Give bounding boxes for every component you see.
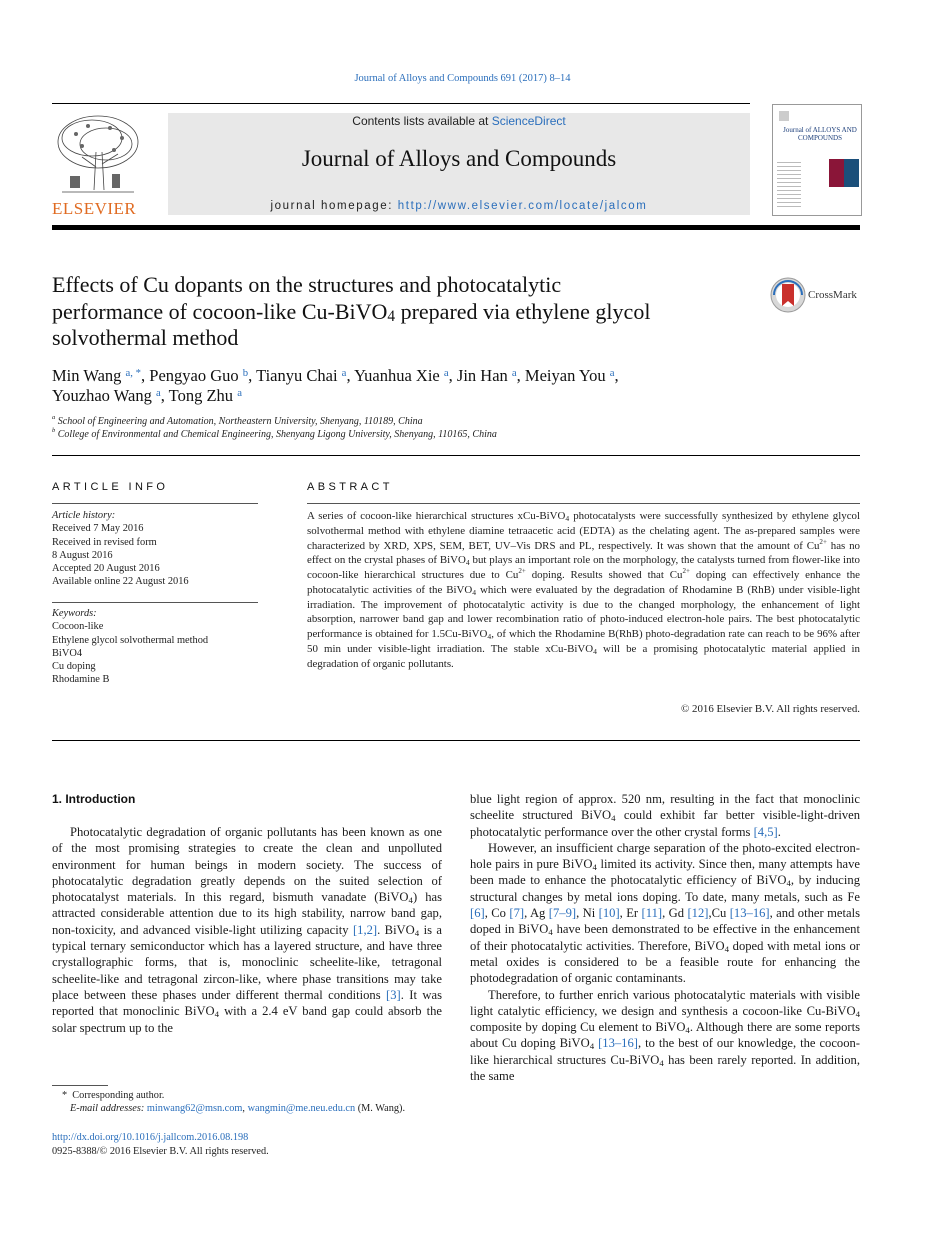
- abstract-copyright: © 2016 Elsevier B.V. All rights reserved.: [681, 703, 860, 715]
- author[interactable]: Yuanhua Xie: [354, 366, 440, 385]
- cover-title: Journal of ALLOYS AND COMPOUNDS: [783, 126, 857, 142]
- elsevier-wordmark: ELSEVIER: [52, 199, 137, 218]
- author-affiliation-mark[interactable]: a, *: [125, 367, 142, 379]
- article-info-rule: [52, 503, 258, 504]
- author[interactable]: Min Wang: [52, 366, 122, 385]
- keyword: Ethylene glycol solvothermal method: [52, 634, 209, 646]
- author-affiliation-mark[interactable]: a: [443, 367, 449, 379]
- affiliation-b: $^b$ College of Environmental and Chemical Engineering, Shenyang Ligong University, Shenyang, 110165, China: [52, 427, 497, 440]
- keyword: Cocoon-like: [52, 621, 104, 633]
- author[interactable]: Tong Zhu: [168, 386, 234, 405]
- author[interactable]: Youzhao Wang: [52, 386, 152, 405]
- journal-homepage: journal homepage: http://www.elsevier.com/locate/jalcom: [270, 200, 648, 212]
- crossmark-label[interactable]: CrossMark: [808, 289, 857, 301]
- intro-right-column: blue light region of approx. 520 nm, resulting in the fact that monoclinic scheelite structured BiVO$_4$ could exhibit far better visible-light-driven photocatalytic performance over the other crystal forms [4,5]. However, an insufficient charge separation of the photo-excited electron-hole pairs in pure BiVO$_4$ limited its activity. Since then, many attempts have been made to enhance the photocatalytic efficiency of BiVO$_4$, by inducing structural changes by metal ions doping. To date, many metals, such as Fe [6], Co [7], Ag [7–9], Ni [10], Er [11], Gd [12],Cu [13–16], and other metals doped in BiVO$_4$ have been demonstrated to be effective in the enhancement of their photocatalytic activities. Therefore, BiVO$_4$ doped with metal ions or metal oxides is considered to be a feasible route for enhancing the photodegradation of organic contaminants. Therefore, to further enrich various photocatalytic materials with visible light catalytic efficiency, we design and synthesis a cocoon-like Cu-BiVO$_4$ composite by doping Cu element to BiVO$_4$. Although there are some reports about Cu doping BiVO$_4$ [13–16], to the best of our knowledge, the cocoon-like hierarchical structures Cu-BiVO$_4$ has been rarely reported. In addition, the same: [470, 792, 861, 1084]
- intro-left-column: Photocatalytic degradation of organic pollutants has been known as one of the most promising strategies to create the clean and unpolluted environment for human beings in modern society. The success of photocatalytic degradation greatly depends on the suited selection of photocatalyst materials. In this regard, bismuth vanadate (BiVO$_4$) has attracted considerable attention due to its high stability, narrow band gap, non-toxicity, and advanced visible-light utilizing capacity [1,2]. BiVO$_4$ is a typical ternary semiconductor which has a layered structure, and have three crystallographic forms, that is, monoclinic scheelite-like, tetragonal scheelite-like and tetragonal zircon-like, where phase transitions may take place between these phases under different thermal conditions [3]. It was reported that monoclinic BiVO$_4$ with a 2.4 eV band gap could absorb the solar spectrum up to the: [52, 825, 443, 1035]
- info-rule-top: [52, 455, 860, 456]
- author[interactable]: Jin Han: [456, 366, 508, 385]
- author-affiliation-mark[interactable]: a: [341, 367, 347, 379]
- keyword: Rhodamine B: [52, 674, 110, 686]
- elsevier-tree-logo: [52, 112, 144, 198]
- journal-cover-thumbnail: [772, 104, 862, 216]
- affiliation-a: $^a$ School of Engineering and Automation, Northeastern University, Shenyang, 110189, China: [52, 414, 423, 427]
- journal-title: Journal of Alloys and Compounds: [301, 146, 617, 171]
- abstract-heading: ABSTRACT: [307, 481, 393, 493]
- keyword: BiVO4: [52, 647, 83, 659]
- author-affiliation-mark[interactable]: a: [609, 367, 615, 379]
- homepage-link[interactable]: http://www.elsevier.com/locate/jalcom: [397, 200, 648, 212]
- author-affiliation-mark[interactable]: a: [155, 387, 161, 399]
- abstract-rule: [307, 503, 860, 504]
- author-affiliation-mark[interactable]: b: [242, 367, 249, 379]
- article-title: Effects of Cu dopants on the structures and photocatalytic performance of cocoon-like Cu-BiVO$_4$ prepared via ethylene glycol solvothermal method: [52, 272, 651, 350]
- email-addresses: E-mail addresses: minwang62@msn.com, wangmin@me.neu.edu.cn (M. Wang).: [70, 1103, 406, 1114]
- corresponding-author-note: * Corresponding author.: [62, 1090, 165, 1101]
- email-link[interactable]: wangmin@me.neu.edu.cn: [247, 1103, 356, 1114]
- keywords-list: Keywords: Cocoon-like Ethylene glycol solvothermal method BiVO4 Cu doping Rhodamine B: [52, 607, 258, 687]
- contents-line: Contents lists available at ScienceDirect: [352, 114, 566, 128]
- author[interactable]: Pengyao Guo: [149, 366, 239, 385]
- intro-section-title: 1. Introduction: [52, 792, 136, 806]
- article-history: Article history: Received 7 May 2016 Received in revised form 8 August 2016 Accepted 20 August 2016 Available online 22 August 2016: [52, 510, 189, 588]
- issn-copyright: 0925-8388/© 2016 Elsevier B.V. All rights reserved.: [52, 1146, 269, 1157]
- header-rule-top: [52, 103, 750, 104]
- keywords-rule: [52, 602, 258, 603]
- header-rule-bottom: [52, 225, 860, 230]
- author-affiliation-mark[interactable]: a: [511, 367, 517, 379]
- article-info-heading: ARTICLE INFO: [52, 481, 169, 493]
- author[interactable]: Tianyu Chai: [256, 366, 338, 385]
- info-rule-bottom: [52, 740, 860, 741]
- running-head[interactable]: Journal of Alloys and Compounds 691 (2017) 8–14: [354, 73, 571, 84]
- keyword: Cu doping: [52, 661, 96, 673]
- footnote-rule: [52, 1085, 108, 1086]
- author[interactable]: Meiyan You: [524, 366, 606, 385]
- author-list: Min Wang $^{a, *}$, Pengyao Guo $^b$, Tianyu Chai $^a$, Yuanhua Xie $^a$, Jin Han $^a$, Meiyan You $^a$, Youzhao Wang $^a$, Tong Zhu $^a$: [52, 366, 619, 405]
- author-affiliation-mark[interactable]: a: [237, 387, 242, 399]
- doi-link[interactable]: http://dx.doi.org/10.1016/j.jallcom.2016.08.198: [52, 1132, 249, 1143]
- crossmark-icon[interactable]: [770, 277, 806, 313]
- email-link[interactable]: minwang62@msn.com: [146, 1103, 243, 1114]
- abstract-text: A series of cocoon-like hierarchical structures xCu-BiVO$_4$ photocatalysts were successfully synthesized by ethylene glycol solvothermal method with ethylene diamine tetraacetic acid (EDTA) as the chelating agent. The as-prepared samples were characterized by XRD, XPS, SEM, BET, UV–Vis DRS and PL, respectively. It was shown that the amount of $Cu^{2+}$ has no effect on the crystal phases of BiVO$_4$ but plays an important role on the morphology, the catalysts turned from flower-like into cocoon-like hierarchical structures due to $Cu^{2+}$ doping. Results showed that $Cu^{2+}$ doping can effectively enhance the photocatalytic activities of the BiVO$_4$ which were evaluated by the degradation of Rhodamine B (RhB) under visible-light irradiation. The improvement of photocatalytic activity is due to the changed morphology, the enhancement of light absorption, narrower band gap and lower recombination ratio of photo-induced electron-hole pairs. The best photocatalytic performance is obtained for 1.5Cu-BiVO$_4$, of which the Rhodamine B(RhB) photo-degradation rate can reach to be 96% after 50 min under visible-light irradiation. The stable xCu-BiVO$_4$ will be a promising photocatalytic material applied in degradation of organic pollutants.: [307, 510, 861, 670]
- sciencedirect-link[interactable]: ScienceDirect: [491, 114, 566, 128]
